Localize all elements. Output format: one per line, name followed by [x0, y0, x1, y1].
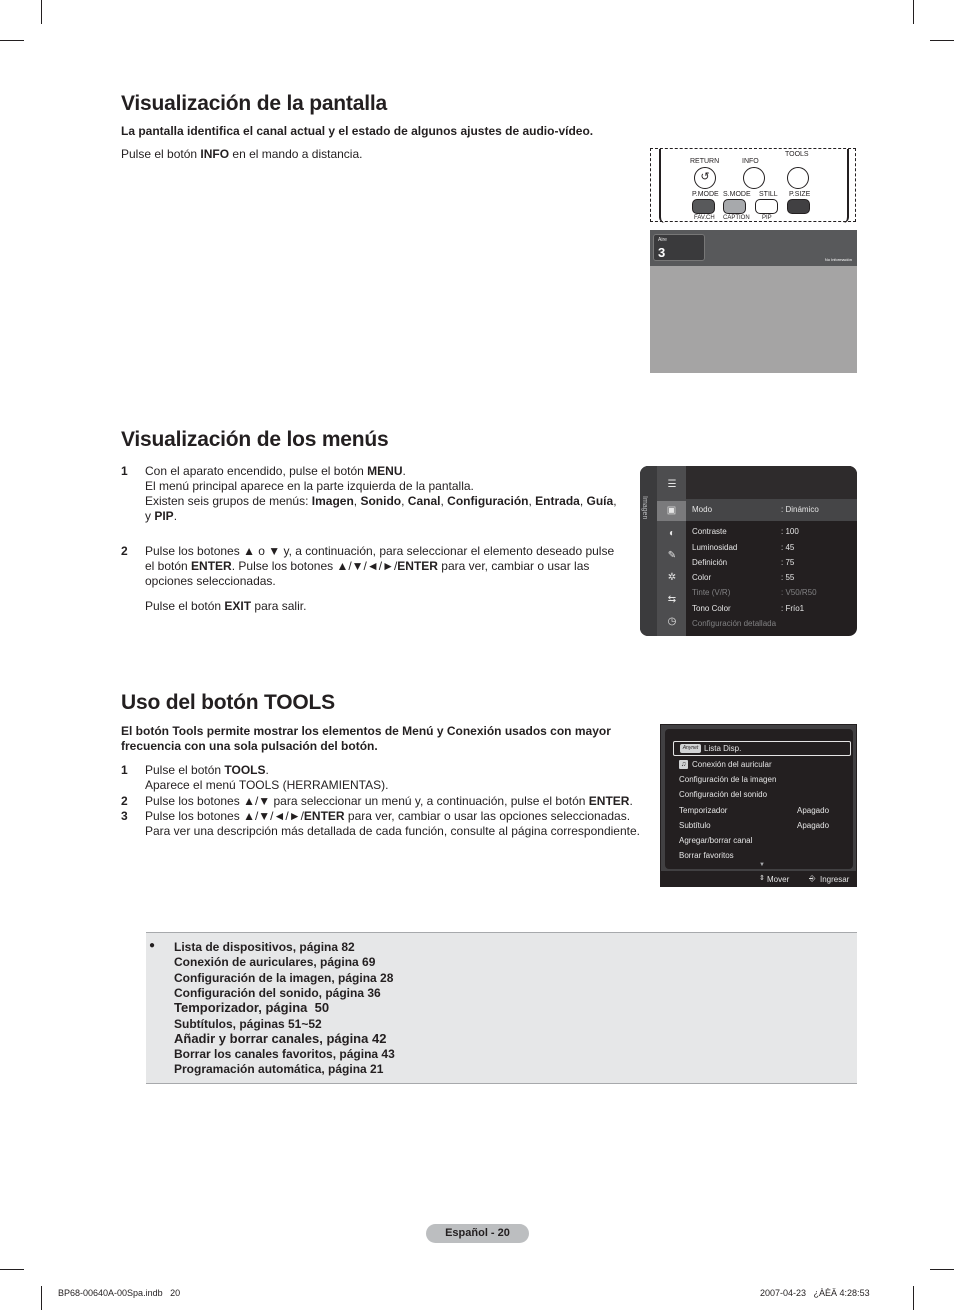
move-label: Mover	[767, 875, 790, 884]
tools-item-label[interactable]: Configuración de la imagen	[679, 775, 777, 784]
menu-item-value: : 100	[781, 527, 799, 536]
step-number: 2	[121, 544, 128, 558]
channel-box	[653, 234, 705, 261]
caption-label: CAPTION	[723, 215, 750, 221]
step-text: Con el aparato encendido, pulse el botón MENU.	[145, 464, 406, 478]
menu-item-label[interactable]: Tono Color	[692, 604, 731, 613]
bullet-icon: ●	[149, 940, 156, 951]
anynet-logo-icon: Anynet	[680, 744, 701, 753]
note-item: Añadir y borrar canales, página 42	[174, 1031, 387, 1046]
tools-label: TOOLS	[785, 151, 809, 158]
crop-mark	[913, 1286, 914, 1310]
note-item: Temporizador, página 50	[174, 1000, 330, 1015]
psize-button	[787, 199, 810, 214]
step-number: 3	[121, 809, 128, 823]
menu-item-value: : Frío1	[781, 604, 805, 613]
menu-item-label[interactable]: Luminosidad	[692, 543, 738, 552]
pip-label: PIP	[762, 215, 772, 221]
menu-item-label: Configuración detallada	[692, 619, 777, 628]
return-label: RETURN	[690, 158, 720, 165]
step-text: el botón ENTER. Pulse los botones ▲/▼/◄/►/ENTER para ver, cambiar o usar las	[145, 559, 590, 573]
picture-icon: ▣	[657, 501, 686, 521]
tools-item-value: Apagado	[797, 821, 830, 830]
step-number: 1	[121, 464, 128, 478]
tools-item-label[interactable]: Configuración del sonido	[679, 790, 768, 799]
tools-menu	[660, 724, 857, 887]
section-title-display: Visualización de la pantalla	[121, 92, 387, 115]
step-text: Existen seis grupos de menús: Imagen, Sonido, Canal, Configuración, Entrada, Guía,	[145, 494, 617, 508]
tools-item-label[interactable]: Conexión del auricular	[692, 760, 772, 769]
input-icon: ⇆	[667, 594, 677, 605]
note-item: Configuración de la imagen, página 28	[174, 971, 394, 985]
step-text: Pulse los botones ▲/▼/◄/►/ENTER para ver, cambiar o usar las opciones seleccionadas.	[145, 809, 631, 823]
note-item: Programación automática, página 21	[174, 1062, 384, 1076]
pmode-button	[692, 199, 715, 214]
channel-number: 3	[658, 245, 666, 260]
crop-mark	[913, 0, 914, 24]
channel-icon: ✎	[667, 550, 677, 561]
menu-item-label: Tinte (V/R)	[692, 588, 731, 597]
headphone-icon: ♫	[680, 761, 687, 768]
step-text: El menú principal aparece en la parte izquierda de la pantalla.	[145, 479, 474, 493]
tools-item-value: Apagado	[797, 806, 830, 815]
menu-item-value: : 55	[781, 573, 795, 582]
step-text: Pulse el botón TOOLS.	[145, 763, 269, 777]
menu-side-panel	[640, 466, 657, 636]
info-button	[743, 167, 765, 189]
pmode-label: P.MODE	[692, 191, 719, 198]
crop-mark	[41, 1286, 42, 1310]
menu-header	[686, 466, 857, 499]
page-number-badge: Español - 20	[426, 1224, 529, 1243]
smode-button	[723, 199, 746, 214]
step-number: 2	[121, 794, 128, 808]
crop-mark	[0, 40, 24, 41]
step-text: Aparece el menú TOOLS (HERRAMIENTAS).	[145, 778, 389, 792]
step-text: Pulse los botones ▲ o ▼ y, a continuación, para seleccionar el elemento deseado pulse	[145, 544, 615, 558]
enter-icon: ⎆	[809, 874, 816, 883]
enter-label: Ingresar	[820, 875, 850, 884]
menu-item-value: : V50/R50	[781, 588, 817, 597]
tools-item-label[interactable]: Temporizador	[679, 806, 728, 815]
psize-label: P.SIZE	[789, 191, 811, 198]
menu-item-label[interactable]: Color	[692, 573, 712, 582]
note-item: Subtítulos, páginas 51~52	[174, 1017, 322, 1031]
section-title-menus: Visualización de los menús	[121, 428, 389, 451]
note-item: Lista de dispositivos, página 82	[174, 940, 355, 954]
menu-list-icon: ☰	[667, 479, 677, 490]
tools-menu-panel	[665, 729, 853, 869]
step-text: y PIP.	[145, 509, 178, 523]
info-banner	[650, 230, 857, 266]
note-item: Configuración del sonido, página 36	[174, 986, 381, 1000]
crop-mark	[930, 40, 954, 41]
tools-selected-item[interactable]	[673, 741, 851, 756]
step-number: 1	[121, 763, 128, 777]
tools-button	[787, 167, 809, 189]
menu-icon-column	[657, 466, 686, 636]
tools-item-label[interactable]: Subtítulo	[679, 821, 711, 830]
menu-item-label[interactable]: Contraste	[692, 527, 727, 536]
menu-item-label: Modo	[692, 505, 713, 514]
step-text: Para ver una descripción más detallada de cada función, consulte al página correspondiente.	[145, 824, 640, 838]
menu-item-value: : Dinámico	[781, 505, 819, 514]
menu-mode-row[interactable]	[686, 499, 857, 521]
step-text: Pulse los botones ▲/▼ para seleccionar un menú y, a continuación, pulse el botón ENTER.	[145, 794, 633, 808]
note-box	[146, 932, 857, 1084]
step-text: opciones seleccionadas.	[145, 574, 276, 588]
return-button: ↺	[694, 167, 716, 189]
scroll-down-icon: ▼	[759, 862, 765, 868]
still-button	[755, 199, 778, 214]
crop-mark	[930, 1269, 954, 1270]
tools-item-label: Lista Disp.	[704, 744, 742, 753]
note-item: Borrar los canales favoritos, página 43	[174, 1047, 395, 1061]
still-label: STILL	[759, 191, 778, 198]
menu-side-label: Imagen	[641, 496, 648, 520]
step-text: Pulse el botón INFO en el mando a distancia.	[121, 147, 363, 161]
tools-item-label[interactable]: Borrar favoritos	[679, 851, 734, 860]
crop-mark	[41, 0, 42, 24]
smode-label: S.MODE	[723, 191, 751, 198]
note-item: Conexión de auriculares, página 69	[174, 955, 376, 969]
section-intro: El botón Tools permite mostrar los elementos de Menú y Conexión usados con mayor	[121, 724, 611, 738]
menu-item-label[interactable]: Definición	[692, 558, 728, 567]
menu-item-value: : 45	[781, 543, 795, 552]
tools-footer	[661, 871, 856, 887]
setup-icon: ✲	[667, 572, 677, 583]
section-title-tools: Uso del botón TOOLS	[121, 691, 335, 714]
source-label: Aire	[658, 237, 667, 243]
favch-label: FAV.CH	[694, 215, 715, 221]
info-note: No Información	[824, 257, 852, 262]
updown-icon: ⇕	[759, 875, 765, 882]
picture-menu	[640, 466, 857, 636]
step-text: Pulse el botón EXIT para salir.	[145, 599, 307, 613]
section-intro: La pantalla identifica el canal actual y el estado de algunos ajustes de audio-vídeo.	[121, 124, 594, 138]
crop-mark	[0, 1269, 24, 1270]
tools-item-label[interactable]: Agregar/borrar canal	[679, 836, 753, 845]
guide-icon: ◷	[667, 616, 677, 627]
sound-icon: ◐	[668, 528, 676, 539]
info-label: INFO	[742, 158, 759, 165]
footer-date: 2007-04-23 ¿ÀÈÄ 4:28:53	[760, 1288, 870, 1298]
section-intro: frecuencia con una sola pulsación del botón.	[121, 739, 378, 753]
remote-illustration	[650, 148, 856, 222]
info-screen	[650, 230, 857, 373]
menu-item-value: : 75	[781, 558, 795, 567]
footer-file: BP68-00640A-00Spa.indb 20	[58, 1288, 181, 1298]
